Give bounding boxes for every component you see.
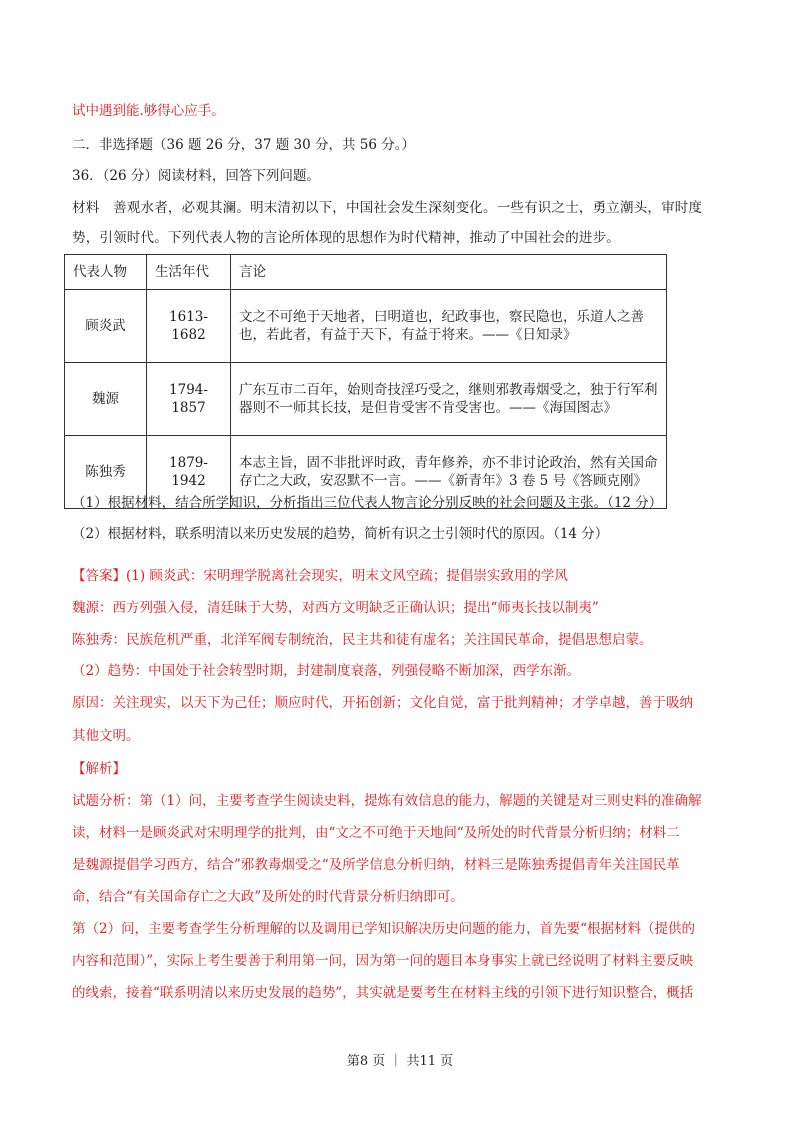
analysis-line: 试题分析：第（1）问，主要考查学生阅读史料，提炼有效信息的能力，解题的关键是对三则史料的准确解 (72, 793, 702, 809)
answer-line: 魏源：西方列强入侵，清廷昧于大势，对西方文明缺乏正确认识；提出“师夷长技以制夷” (72, 600, 599, 616)
quote-text: 本志主旨，固不非批评时政，青年修养，亦不非讨论政治，然有关国命存亡之大政，安忍默不一言。——《新青年》3 卷 5 号《答顾克刚》 (231, 436, 667, 509)
answer-line: 其他文明。 (72, 728, 140, 744)
answer-line: 陈独秀：民族危机严重，北洋军阀专制统治，民主共和徒有虚名；关注国民革命，提倡思想启蒙。 (72, 632, 653, 648)
prior-answer-tail: 试中遇到能.够得心应手。 (72, 103, 225, 119)
table-header-row (65, 255, 667, 290)
analysis-line: 第（2）问，主要考查学生分析理解的以及调用已学知识解决历史问题的能力，首先要“根据材料（提供的 (72, 921, 695, 937)
table-row (65, 363, 667, 436)
analysis-line: 命，结合“有关国命存亡之大政”及所处的时代背景分析归纳即可。 (72, 889, 464, 905)
table-row (65, 290, 667, 363)
sub-question-1: （1）根据材料，结合所学知识，分析指出三位代表人物言论分别反映的社会问题及主张。（12 分） (72, 495, 663, 511)
table-header-cell: 言论 (231, 255, 667, 290)
answer-line: 【答案】(1) 顾炎武：宋明理学脱离社会现实，明末文风空疏；提倡崇实致用的学风 (72, 568, 568, 584)
quote-text: 广东互市二百年，始则奇技淫巧受之，继则邪教毒烟受之，独于行军利器则不一师其长技，是但肯受害不肯受害也。——《海国图志》 (231, 363, 667, 436)
sub-question-2: （2）根据材料，联系明清以来历史发展的趋势，简析有识之士引领时代的原因。（14 分） (72, 526, 609, 542)
section-heading: 二．非选择题（36 题 26 分，37 题 30 分，共 56 分。） (72, 137, 415, 153)
analysis-label: 【解析】 (72, 761, 126, 777)
page-footer: 第8 页 ｜ 共11 页 (346, 1054, 454, 1069)
analysis-line: 内容和范围）”，实际上考生要善于利用第一问，因为第一问的题目本身事实上就已经说明了材料主要反映 (72, 953, 694, 969)
person-name: 顾炎武 (65, 290, 147, 363)
life-years: 1879-1942 (147, 436, 231, 509)
person-name: 魏源 (65, 363, 147, 436)
analysis-line: 的线索，接着“联系明清以来历史发展的趋势”，其实就是要考生在材料主线的引领下进行知识整合，概括 (72, 985, 694, 1001)
person-name: 陈独秀 (65, 436, 147, 509)
quote-text: 文之不可绝于天地者，曰明道也，纪政事也，察民隐也，乐道人之善也，若此者，有益于天下，有益于将来。——《日知录》 (231, 290, 667, 363)
analysis-line: 是魏源提倡学习西方，结合”邪教毒烟受之“及所学信息分析归纳，材料三是陈独秀提倡青年关注国民革 (72, 857, 680, 873)
answer-line: （2）趋势：中国处于社会转型时期，封建制度衰落，列强侵略不断加深，西学东渐。 (72, 663, 581, 679)
life-years: 1794-1857 (147, 363, 231, 436)
table-header-cell: 代表人物 (65, 255, 147, 290)
material-text-line-2: 势，引领时代。下列代表人物的言论所体现的思想作为时代精神，推动了中国社会的进步。 (72, 230, 620, 246)
material-text-line-1: 材料 善观水者，必观其澜。明末清初以下，中国社会发生深刻变化。一些有识之士，勇立潮头，审时度 (72, 200, 703, 216)
question-36-title: 36．（26 分）阅读材料，回答下列问题。 (72, 168, 320, 184)
answer-line: 原因：关注现实，以天下为己任；顺应时代，开拓创新；文化自觉，富于批判精神；才学卓越，善于吸纳 (72, 695, 693, 711)
analysis-line: 读，材料一是顾炎武对宋明理学的批判，由“文之不可绝于天地间“及所处的时代背景分析归纳；材料二 (72, 825, 680, 841)
figures-table (64, 254, 667, 509)
life-years: 1613-1682 (147, 290, 231, 363)
table-header-cell: 生活年代 (147, 255, 231, 290)
